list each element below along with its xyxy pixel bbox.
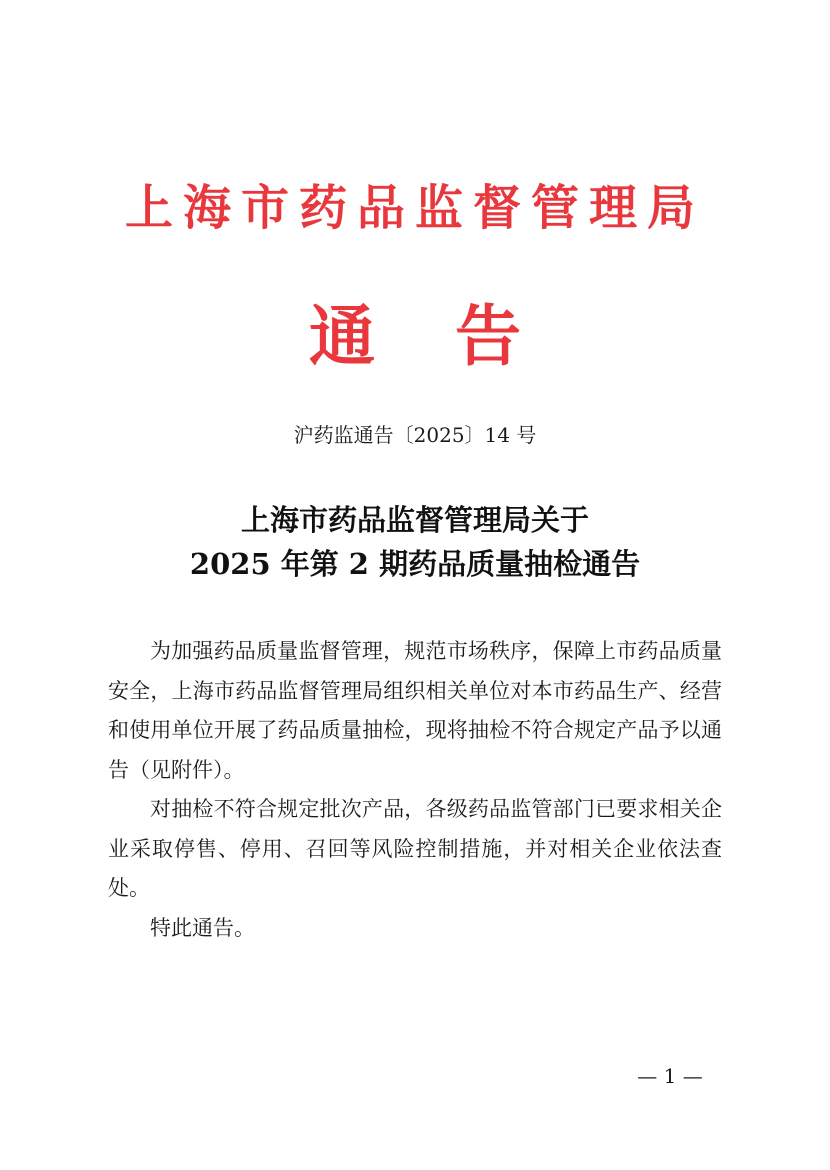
- notice-title-line-1: 上海市药品监督管理局关于: [240, 503, 589, 537]
- document-type-char-2: 告: [455, 297, 521, 375]
- notice-title-line-2: 2025 年第 2 期药品质量抽检通告: [189, 547, 641, 581]
- notice-body: [108, 632, 722, 948]
- body-paragraph-2: 对抽检不符合规定批次产品，各级药品监管部门已要求相关企业采取停售、停用、召回等风险控制措施，并对相关企业依法查处。: [108, 797, 722, 900]
- document-number: 沪药监通告〔2025〕14 号: [293, 423, 537, 447]
- notice-title: [0, 498, 830, 586]
- page-number: — 1 —: [637, 1064, 703, 1088]
- body-paragraph-3: 特此通告。: [150, 915, 255, 940]
- document-type-heading: [0, 297, 830, 375]
- document-type-char-1: 通: [309, 297, 375, 375]
- issuer-title: 上海市药品监督管理局: [124, 180, 705, 236]
- body-paragraph-1: 为加强药品质量监督管理，规范市场秩序，保障上市药品质量安全，上海市药品监督管理局组织相关单位对本市药品生产、经营和使用单位开展了药品质量抽检，现将抽检不符合规定产品予以通告（见附件）。: [108, 639, 722, 782]
